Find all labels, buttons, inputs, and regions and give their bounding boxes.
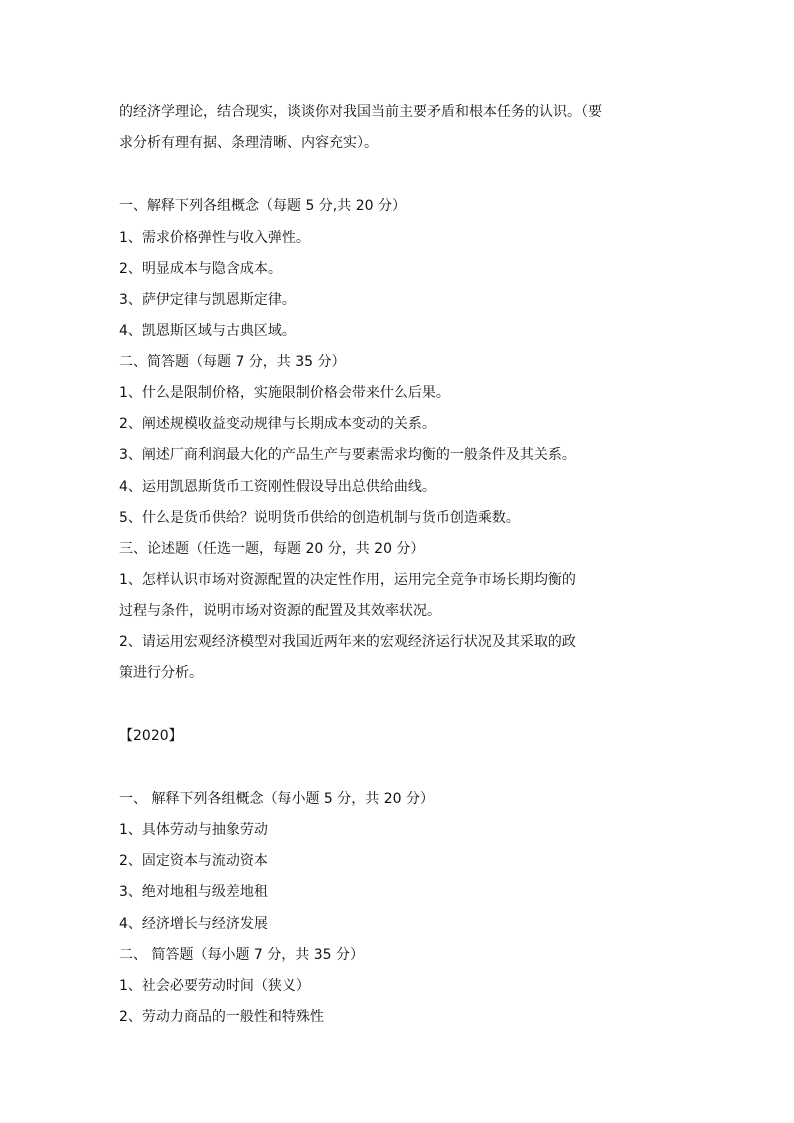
section-3-heading: 三、论述题（任选一题，每题 20 分，共 20 分） [119, 541, 425, 557]
section-3-item-2-line-2: 策进行分析。 [119, 665, 203, 681]
section-2020-1-item-4: 4、经济增长与经济发展 [119, 916, 268, 932]
section-2-item-4: 4、运用凯恩斯货币工资刚性假设导出总供给曲线。 [119, 479, 436, 495]
section-2-item-5: 5、什么是货币供给？说明货币供给的创造机制与货币创造乘数。 [119, 510, 520, 526]
section-2-item-1: 1、什么是限制价格，实施限制价格会带来什么后果。 [119, 385, 450, 401]
section-2020-2-item-2: 2、劳动力商品的一般性和特殊性 [119, 1009, 324, 1025]
intro-line-1: 的经济学理论，结合现实，谈谈你对我国当前主要矛盾和根本任务的认识。（要 [119, 104, 602, 120]
section-2020-2-heading: 二、 简答题（每小题 7 分，共 35 分） [119, 947, 364, 963]
section-3-item-1-line-1: 1、怎样认识市场对资源配置的决定性作用，运用完全竞争市场长期均衡的 [119, 572, 576, 588]
section-1-item-3: 3、萨伊定律与凯恩斯定律。 [119, 292, 296, 308]
intro-line-2: 求分析有理有据、条理清晰、内容充实）。 [119, 135, 378, 151]
section-2020-1-heading: 一、 解释下列各组概念（每小题 5 分，共 20 分） [119, 791, 434, 807]
section-3-item-1-line-2: 过程与条件，说明市场对资源的配置及其效率状况。 [119, 603, 441, 619]
section-1-heading: 一、解释下列各组概念（每题 5 分,共 20 分） [119, 198, 406, 214]
section-2-item-3: 3、阐述厂商利润最大化的产品生产与要素需求均衡的一般条件及其关系。 [119, 447, 576, 463]
section-2020-1-item-2: 2、固定资本与流动资本 [119, 853, 268, 869]
section-2-heading: 二、简答题（每题 7 分，共 35 分） [119, 354, 346, 370]
year-heading-2020: 【2020】 [119, 728, 183, 744]
section-2020-1-item-3: 3、绝对地租与级差地租 [119, 884, 268, 900]
section-2020-1-item-1: 1、具体劳动与抽象劳动 [119, 822, 268, 838]
section-3-item-2-line-1: 2、请运用宏观经济模型对我国近两年来的宏观经济运行状况及其采取的政 [119, 634, 576, 650]
section-2020-2-item-1: 1、社会必要劳动时间（狭义） [119, 978, 310, 994]
section-1-item-4: 4、凯恩斯区域与古典区域。 [119, 323, 296, 339]
section-2-item-2: 2、阐述规模收益变动规律与长期成本变动的关系。 [119, 416, 436, 432]
section-1-item-1: 1、需求价格弹性与收入弹性。 [119, 230, 310, 246]
section-1-item-2: 2、明显成本与隐含成本。 [119, 261, 282, 277]
